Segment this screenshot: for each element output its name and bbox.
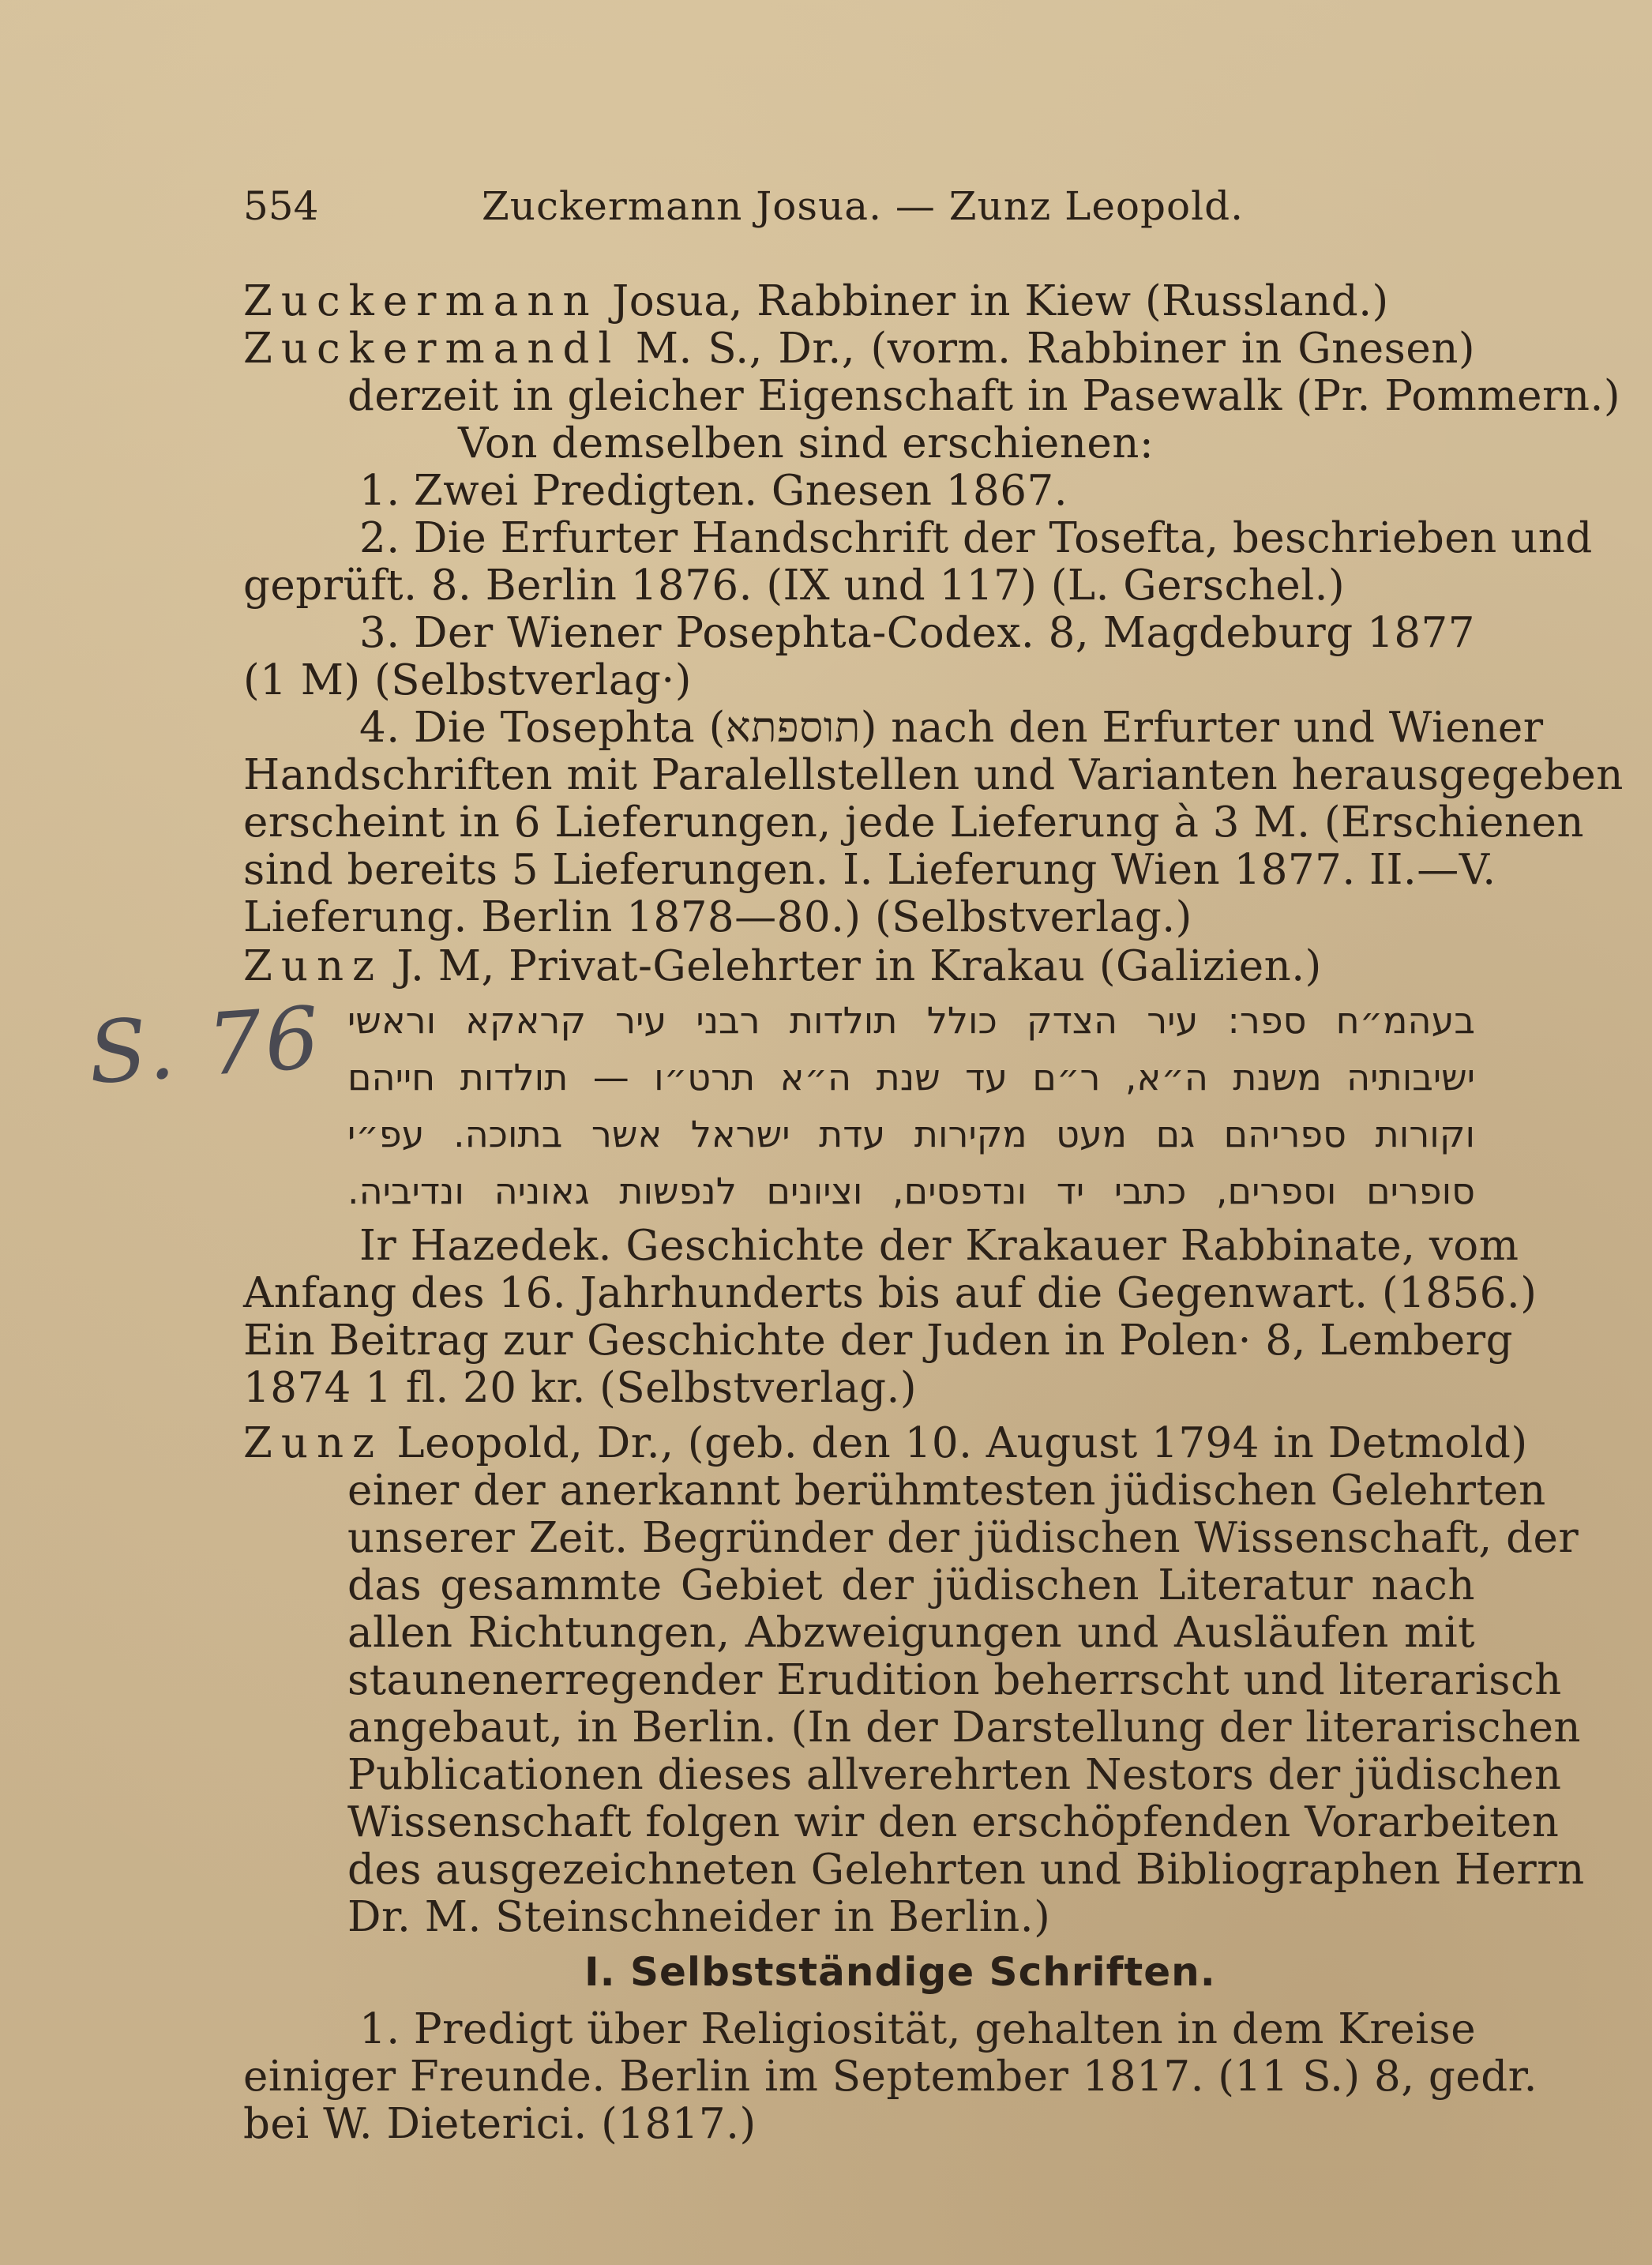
entry-line (243, 943, 1475, 990)
entry-line: Handschriften mit Paralellstellen und Varianten herausgegeben (243, 751, 1624, 799)
entry-line: sind bereits 5 Lieferungen. I. Lieferung Wien 1877. II.—V. (243, 846, 1496, 894)
hebrew-line: ישיבותיה משנת ה״א, ר״ם עד שנת ה״א תרט״ו — תולדות חייהם (347, 1056, 1475, 1099)
hebrew-line: סופרים וספרים, כתבי יד ונדפסים, וציונים לנפשות גאוניה ונדיביה. (347, 1170, 1475, 1212)
entry-line (243, 325, 1475, 373)
entry-name: Zunz (243, 1419, 384, 1467)
entry-line: einiger Freunde. Berlin im September 1817. (11 S.) 8, gedr. (243, 2053, 1538, 2101)
entry-line: angebaut, in Berlin. (In der Darstellung der literarischen (347, 1703, 1582, 1752)
entry-line: 1874 1 fl. 20 kr. (Selbstverlag.) (243, 1364, 918, 1412)
entry-line: Ein Beitrag zur Geschichte der Juden in Polen· 8, Lemberg (243, 1317, 1514, 1365)
entry-line: unserer Zeit. Begründer der jüdischen Wissenschaft, der (347, 1514, 1579, 1562)
page-number: 554 (243, 183, 319, 229)
handwritten-annotation: S. 76 (85, 988, 326, 1104)
entry-line: erscheint in 6 Lieferungen, jede Lieferung à 3 M. (Erschienen (243, 798, 1584, 847)
entry-text: Josua, Rabbiner in Kiew (Russland.) (598, 277, 1389, 325)
entry-text: M. S., Dr., (vorm. Rabbiner in Gnesen) (620, 325, 1475, 373)
entry-line: des ausgezeichneten Gelehrten und Bibliographen Herrn (347, 1846, 1585, 1894)
entry-line: geprüft. 8. Berlin 1876. (IX und 117) (L. Gerschel.) (243, 562, 1346, 610)
entry-line: 3. Der Wiener Posephta-Codex. 8, Magdeburg 1877 (359, 609, 1475, 657)
entry-line: (1 M) (Selbstverlag·) (243, 656, 692, 704)
entry-name: Zuckermandl (243, 325, 621, 373)
entry-line: Anfang des 16. Jahrhunderts bis auf die Gegenwart. (1856.) (243, 1269, 1537, 1317)
entry-name: Zunz (243, 942, 384, 990)
entry-text: J. M, Privat-Gelehrter in Krakau (Galizien.) (383, 942, 1322, 990)
entry-line: bei W. Dieterici. (1817.) (243, 2100, 757, 2148)
entry-line (243, 1419, 1528, 1467)
entry-line: derzeit in gleicher Eigenschaft in Pasewalk (Pr. Pommern.) (347, 372, 1621, 420)
entry-line: einer der anerkannt berühmtesten jüdischen Gelehrten (347, 1467, 1546, 1515)
entry-line: Dr. M. Steinschneider in Berlin.) (347, 1893, 1051, 1941)
entry-line: Publicationen dieses allverehrten Nestors der jüdischen (347, 1751, 1562, 1799)
entry-line: Ir Hazedek. Geschichte der Krakauer Rabbinate, vom (359, 1222, 1519, 1270)
entry-line: das gesammte Gebiet der jüdischen Literatur nach (347, 1561, 1475, 1610)
section-heading: I. Selbstständige Schriften. (584, 1949, 1216, 1995)
entry-line: staunenerregender Erudition beherrscht und literarisch (347, 1656, 1562, 1704)
entry-line: Von demselben sind erschienen: (458, 419, 1155, 468)
entry-name: Zuckermann (243, 277, 599, 325)
entry-line: 1. Predigt über Religiosität, gehalten in dem Kreise (359, 2005, 1477, 2053)
entry-line: 4. Die Tosephta (תוספתא) nach den Erfurter und Wiener (359, 704, 1544, 752)
hebrew-line: וקורות ספריהם גם מעט מקירות עדת ישראל אשר בתוכה. עפ״י (347, 1113, 1475, 1155)
entry-line: Lieferung. Berlin 1878—80.) (Selbstverlag.) (243, 893, 1192, 941)
entry-line: allen Richtungen, Abzweigungen und Ausläufen mit (347, 1609, 1475, 1657)
entry-line: 1. Zwei Predigten. Gnesen 1867. (359, 467, 1068, 515)
entry-line: 2. Die Erfurter Handschrift der Tosefta, beschrieben und (359, 514, 1593, 562)
entry-line (243, 278, 1475, 325)
running-title: Zuckermann Josua. — Zunz Leopold. (482, 183, 1245, 229)
entry-text: Leopold, Dr., (geb. den 10. August 1794 in Detmold) (383, 1419, 1528, 1467)
hebrew-line: בעהמ״ח ספר: עיר הצדק כולל תולדות רבני עיר קראקא וראשי (347, 999, 1475, 1042)
entry-line: Wissenschaft folgen wir den erschöpfenden Vorarbeiten (347, 1798, 1560, 1846)
